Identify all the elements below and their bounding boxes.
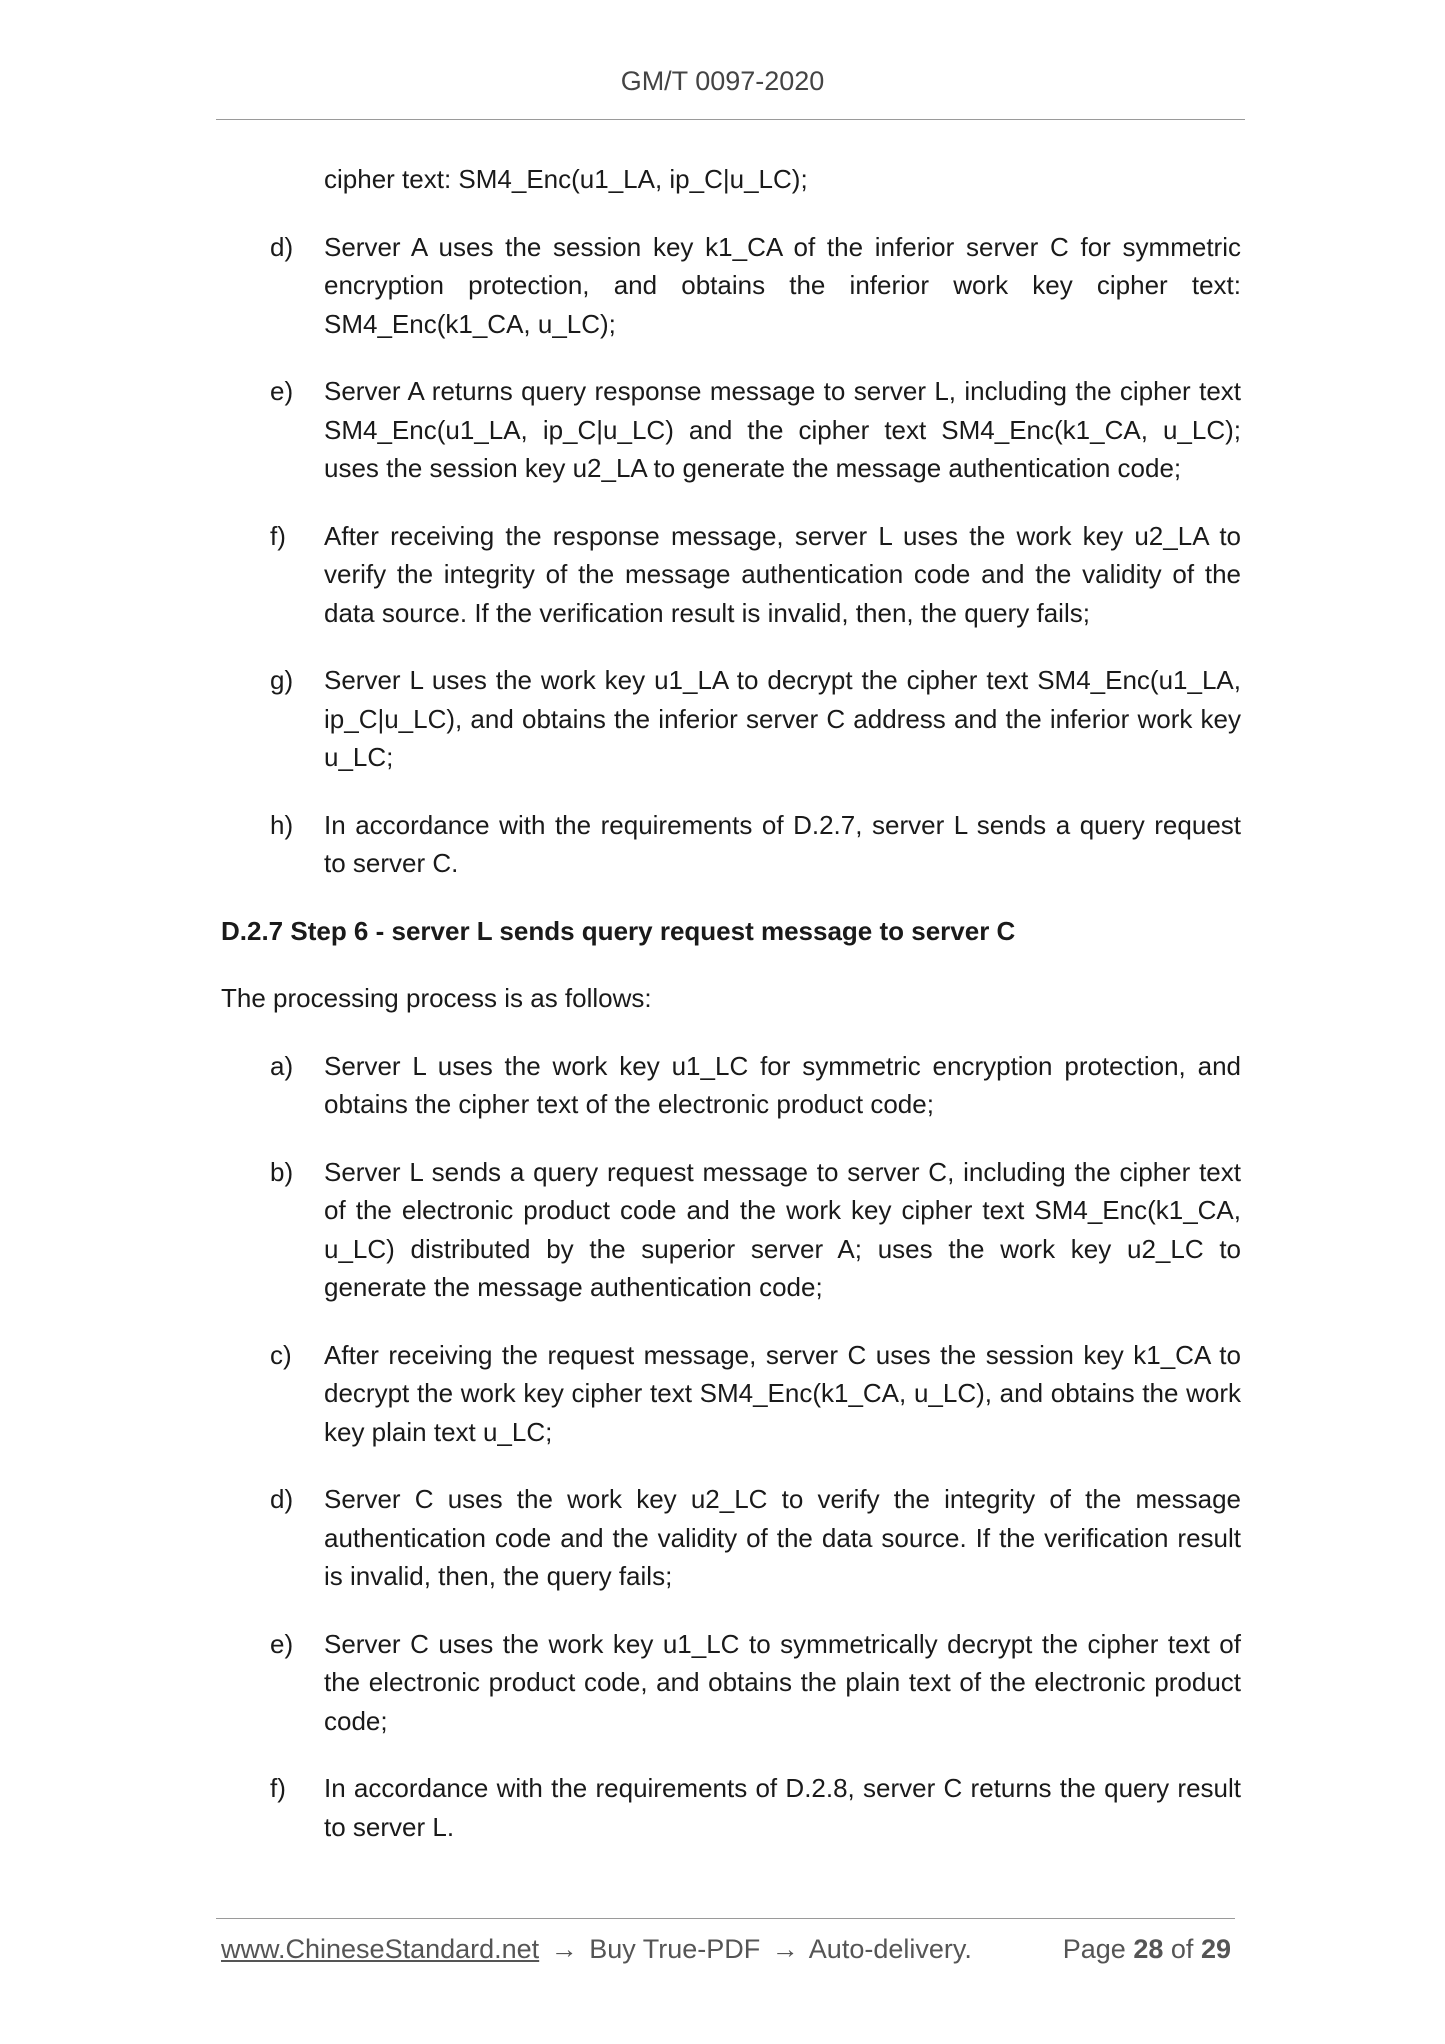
- list-item-text: Server A uses the session key k1_CA of the inferior server C for symmetric encryption protection, and obtains the inferior work key cipher text: SM4_Enc(k1_CA, u_LC);: [324, 231, 1241, 339]
- page-total: 29: [1200, 1934, 1231, 1964]
- list-marker: c): [270, 1339, 292, 1370]
- section-heading: D.2.7 Step 6 - server L sends query request message to server C: [221, 915, 1016, 946]
- list-item-text: Server L uses the work key u1_LA to decrypt the cipher text SM4_Enc(u1_LA, ip_C|u_LC), and obtains the inferior server C address and the inferior work key u_LC;: [324, 665, 1241, 772]
- list-item: [221, 1625, 1241, 1741]
- of-word: of: [1170, 1934, 1194, 1964]
- list-item: [221, 517, 1241, 633]
- list-item-text: After receiving the request message, server C uses the session key k1_CA to decrypt the work key cipher text SM4_Enc(k1_CA, u_LC), and obtains the work key plain text u_LC;: [324, 1339, 1241, 1447]
- list-item: [221, 228, 1241, 344]
- list-item-text: Server L uses the work key u1_LC for symmetric encryption protection, and obtains the cipher text of the electronic product code;: [324, 1050, 1241, 1119]
- continuation-line: cipher text: SM4_Enc(u1_LA, ip_C|u_LC);: [324, 164, 808, 194]
- auto-delivery-text: Auto-delivery.: [808, 1934, 972, 1964]
- list-marker: d): [270, 1484, 294, 1514]
- list-item: [221, 1153, 1241, 1307]
- chinesestandard-link[interactable]: www.ChineseStandard.net: [221, 1934, 540, 1964]
- page-word: Page: [1062, 1934, 1126, 1964]
- list-marker: e): [270, 1628, 294, 1659]
- list-item-text: Server C uses the work key u2_LC to verify the integrity of the message authentication code and the validity of the data source. If the verification result is invalid, then, the query fails;: [324, 1484, 1241, 1591]
- list-steps-d-to-h: [221, 228, 1241, 883]
- list-item: [221, 1769, 1241, 1846]
- list-item-text: Server L sends a query request message to server C, including the cipher text of the electronic product code and the work key cipher text SM4_Enc(k1_CA, u_LC) distributed by the superior server A; uses the work key u2_LC to generate the message authentication code;: [324, 1156, 1241, 1302]
- page-number: 28: [1133, 1934, 1164, 1964]
- list-item: [221, 372, 1241, 488]
- list-marker: a): [270, 1050, 294, 1081]
- buy-true-pdf-text: Buy True-PDF: [589, 1934, 761, 1964]
- header-divider: [216, 119, 1245, 120]
- list-item: [221, 806, 1241, 883]
- list-marker: e): [270, 376, 294, 406]
- list-marker: d): [270, 231, 294, 262]
- list-item-text: In accordance with the requirements of D.2.8, server C returns the query result to server L.: [324, 1773, 1241, 1842]
- list-marker: f): [270, 520, 286, 551]
- list-marker: f): [270, 1773, 286, 1803]
- page-content: [221, 160, 1241, 1875]
- section-intro: The processing process is as follows:: [221, 983, 652, 1013]
- list-steps-a-to-f: [221, 1047, 1241, 1847]
- footer-divider: [216, 1918, 1235, 1919]
- arrow-right-icon: →: [771, 1934, 799, 1964]
- arrow-right-icon: →: [550, 1934, 578, 1964]
- list-item: [221, 661, 1241, 777]
- list-item-text: In accordance with the requirements of D.2.7, server L sends a query request to server C.: [324, 809, 1241, 878]
- list-item: [221, 1047, 1241, 1124]
- list-item-text: Server A returns query response message to server L, including the cipher text SM4_Enc(u1_LA, ip_C|u_LC) and the cipher text SM4_Enc(k1_CA, u_LC); uses the session key u2_LA to generate the message authentication code;: [324, 376, 1241, 483]
- document-id-header: GM/T 0097-2020: [620, 66, 825, 96]
- page-counter: [1063, 1934, 1231, 1965]
- list-item: [221, 1336, 1241, 1452]
- page-footer: [221, 1934, 1231, 1965]
- list-item-text: Server C uses the work key u1_LC to symmetrically decrypt the cipher text of the electronic product code, and obtains the plain text of the electronic product code;: [324, 1628, 1241, 1736]
- footer-promo: [221, 1934, 972, 1965]
- list-marker: g): [270, 665, 294, 695]
- list-item-text: After receiving the response message, server L uses the work key u2_LA to verify the integrity of the message authentication code and the validity of the data source. If the verification result is invalid, then, the query fails;: [324, 520, 1241, 628]
- list-marker: h): [270, 809, 294, 840]
- list-item: [221, 1480, 1241, 1596]
- list-marker: b): [270, 1156, 294, 1187]
